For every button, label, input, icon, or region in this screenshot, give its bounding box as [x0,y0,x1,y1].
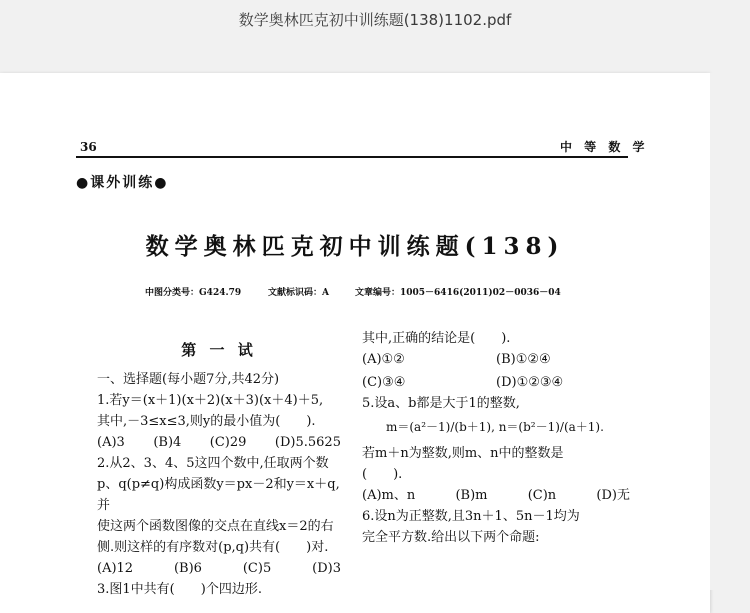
q5-choice-c: (C)n [527,488,557,503]
q5-text-3: ( ). [362,467,403,482]
q6-text-2: 完全平方数.给出以下两个命题: [362,530,540,545]
q4-choice-a: (A)①② [362,352,405,367]
meta-clc: 中图分类号：G424.79 [145,288,242,298]
section-tag: ●课外训练● [76,175,169,191]
q5-choices [362,485,630,506]
q1-choices [97,432,341,453]
q1-text-2: 其中,－3≤x≤3,则y的最小值为( ). [97,414,316,429]
q2-text-2: p、q(p≠q)构成函数y＝px－2和y＝x＋q,并 [97,477,340,513]
page-number: 36 [80,140,97,154]
q5-text-1: 5.设a、b都是大于1的整数, [362,396,520,411]
right-column [362,328,630,548]
q2-choice-c: (C)5 [242,561,272,576]
q5-choice-b: (B)m [455,488,488,503]
q3-text-1: 3.图1中共有( )个四边形. [97,582,262,597]
q5-formula: m＝(a²－1)/(b＋1), n＝(b²－1)/(a＋1). [386,420,604,434]
q5-choice-a: (A)m、n [362,488,416,503]
exam-part-heading: 第 一 试 [181,341,257,359]
q5-text-2: 若m＋n为整数,则m、n中的整数是 [362,446,564,461]
meta-doc-code: 文献标识码：A [268,288,329,298]
q2-text-1: 2.从2、3、4、5这四个数中,任取两个数 [97,456,329,471]
q2-choice-d: (D)3 [312,561,341,576]
q1-choice-a: (A)3 [97,435,125,450]
q5-choice-d: (D)无 [596,488,630,503]
q4-text-tail: 其中,正确的结论是( ). [362,331,511,346]
q4-choices [362,349,630,393]
q1-choice-b: (B)4 [153,435,182,450]
q2-choice-a: (A)12 [97,561,134,576]
left-column [97,340,341,600]
q2-choices [97,558,341,579]
q1-choice-d: (D)5.5625 [274,435,341,450]
q1-choice-c: (C)29 [209,435,247,450]
meta-article-no: 文章编号：1005－6416(2011)02－0036－04 [355,288,561,298]
q4-choice-b: (B)①②④ [496,352,551,367]
viewer-scroll-area[interactable] [710,73,750,590]
document-title: 数学奥林匹克初中训练题(138)1102.pdf [238,11,512,29]
q2-choice-b: (B)6 [173,561,202,576]
header-rule [76,156,628,158]
q2-text-3: 使这两个函数图像的交点在直线x＝2的右 [97,519,334,534]
q1-text-1: 1.若y＝(x＋1)(x＋2)(x＋3)(x＋4)＋5, [97,393,324,408]
q4-choice-d: (D)①②③④ [496,375,564,390]
q2-text-4: 侧.则这样的有序数对(p,q)共有( )对. [97,540,329,555]
q6-text-1: 6.设n为正整数,且3n＋1、5n－1均为 [362,509,580,524]
article-title: 数学奥林匹克初中训练题(138) [145,233,565,260]
section-heading-choice: 一、选择题(每小题7分,共42分) [97,372,280,387]
journal-name: 中 等 数 学 [560,140,649,154]
q4-choice-c: (C)③④ [362,375,406,390]
